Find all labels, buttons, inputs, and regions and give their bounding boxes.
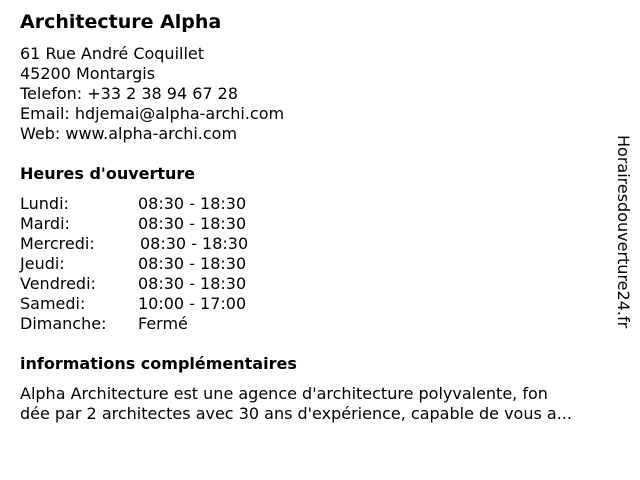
description-line: Alpha Architecture est une agence d'architecture polyvalente, fon (20, 384, 548, 403)
day-label: Vendredi: (20, 274, 96, 293)
description-line: dée par 2 architectes avec 30 ans d'expérience, capable de vous a... (20, 404, 572, 423)
description-text (20, 384, 625, 424)
day-label: Dimanche: (20, 314, 107, 333)
business-name: Architecture Alpha (20, 11, 222, 33)
day-label: Mercredi: (20, 234, 95, 253)
day-hours: 08:30 - 18:30 (140, 234, 249, 253)
day-hours: 08:30 - 18:30 (138, 194, 247, 213)
day-label: Lundi: (20, 194, 69, 213)
day-hours: 08:30 - 18:30 (138, 274, 247, 293)
website-url: Web: www.alpha-archi.com (20, 124, 238, 143)
opening-hours-heading: Heures d'ouverture (20, 164, 196, 183)
day-label: Jeudi: (20, 254, 65, 273)
day-hours: 08:30 - 18:30 (138, 254, 247, 273)
address-block (20, 44, 284, 144)
day-hours: 10:00 - 17:00 (138, 294, 247, 313)
city-postcode: 45200 Montargis (20, 64, 156, 83)
day-hours: Fermé (138, 314, 188, 333)
day-label: Mardi: (20, 214, 70, 233)
street-address: 61 Rue André Coquillet (20, 44, 205, 63)
day-label: Samedi: (20, 294, 86, 313)
site-watermark: Horairesdouverture24.fr (614, 135, 633, 329)
day-hours: 08:30 - 18:30 (138, 214, 247, 233)
additional-info-heading: informations complémentaires (20, 354, 297, 373)
phone-number: Telefon: +33 2 38 94 67 28 (20, 84, 239, 103)
email-address: Email: hdjemai@alpha-archi.com (20, 104, 285, 123)
